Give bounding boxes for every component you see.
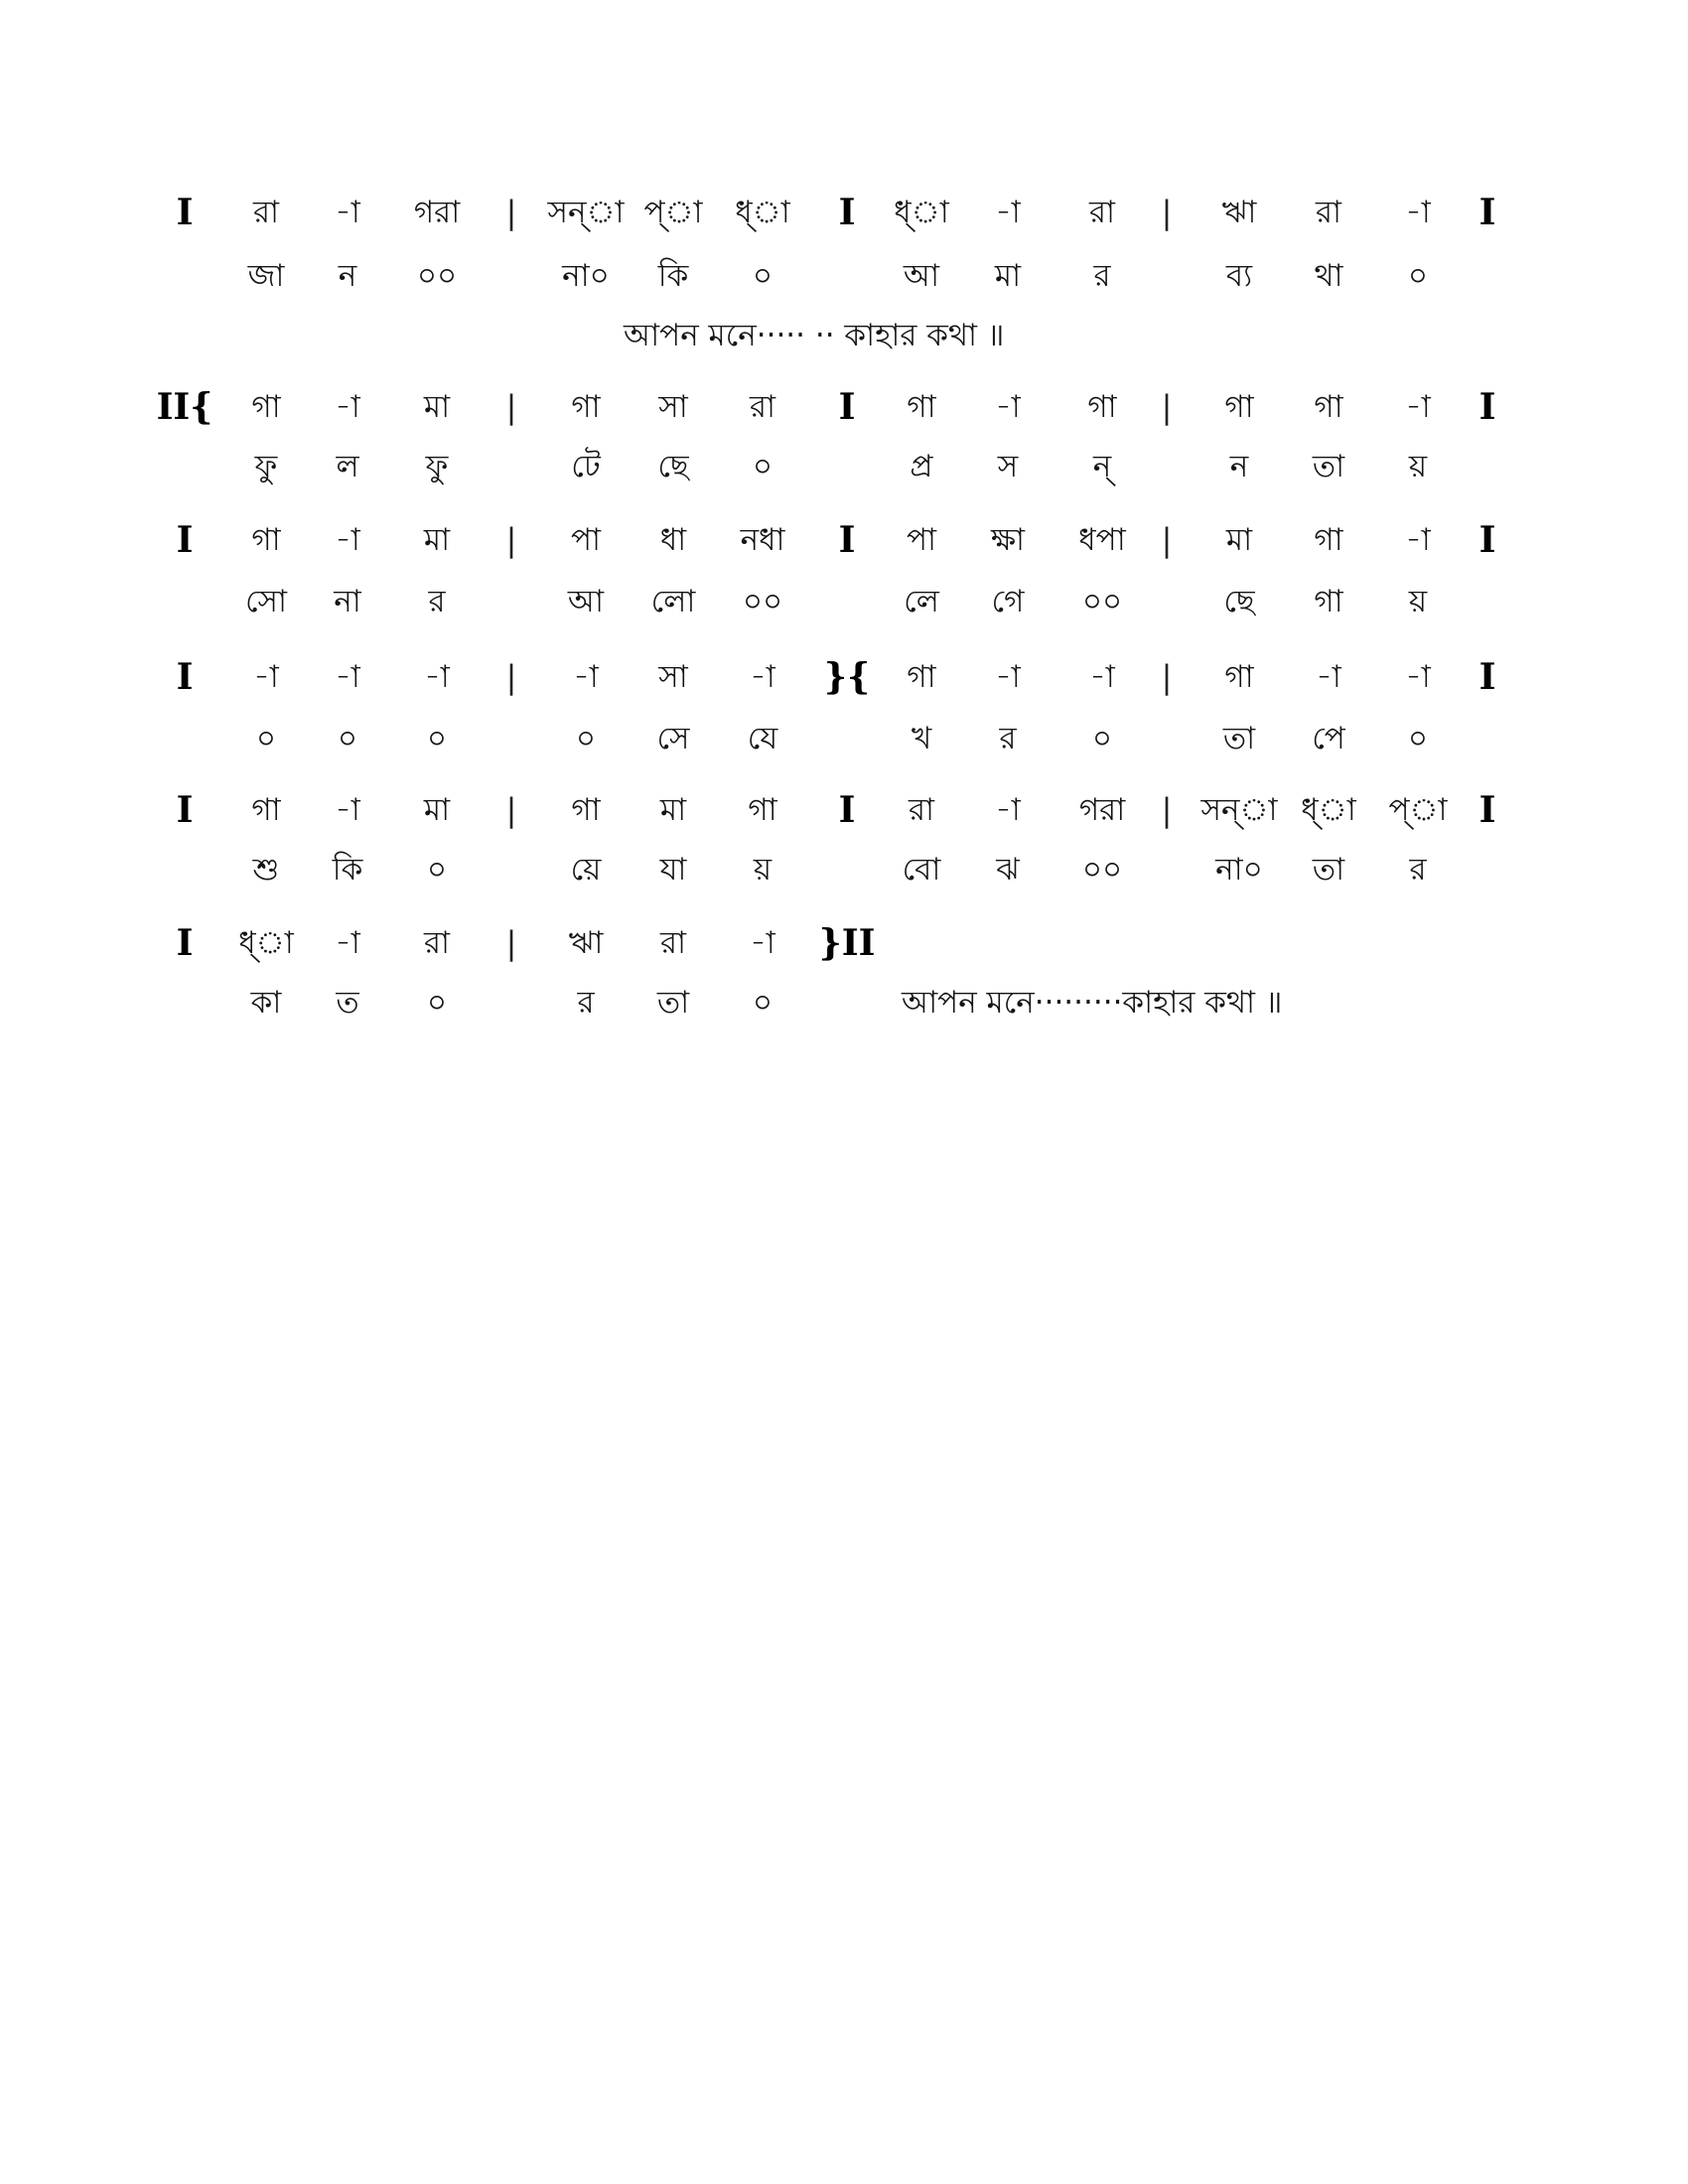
lyric-syllable: ০ — [1091, 721, 1113, 756]
lyric-syllable: শু — [252, 852, 280, 887]
measure-mark: I — [176, 789, 194, 831]
lyric-syllable: ন্ — [1092, 449, 1112, 484]
lyric-syllable: সে — [656, 721, 690, 756]
measure-mark: }{ — [823, 656, 871, 698]
measure-mark: I — [176, 656, 194, 698]
lyric-syllable: ০ — [1407, 721, 1429, 756]
swara-row — [0, 917, 1688, 969]
measure-mark: I — [176, 519, 194, 561]
swara-row — [0, 651, 1688, 703]
swara-note: রা — [659, 925, 687, 961]
swara-row — [0, 514, 1688, 566]
swara-note: রা — [1088, 195, 1116, 230]
lyric-syllable: ছে — [1223, 584, 1255, 619]
lyric-syllable: ০০ — [742, 584, 783, 619]
swara-note: -া — [335, 195, 360, 230]
swara-note: -া — [335, 522, 360, 558]
lyric-syllable: কি — [332, 852, 363, 887]
swara-note: প্া — [643, 195, 703, 230]
swara-note: -া — [335, 925, 360, 961]
beat-divider: | — [505, 521, 517, 559]
swara-note: -া — [253, 659, 279, 695]
measure-mark: I — [176, 922, 194, 964]
swara-note: -া — [1405, 659, 1431, 695]
measure-mark: I — [1478, 789, 1496, 831]
measure-mark: I — [1478, 192, 1496, 233]
swara-note: পা — [906, 522, 937, 558]
lyric-row — [0, 441, 1688, 492]
lyric-syllable: ০ — [752, 449, 774, 484]
lyric-syllable: ফু — [425, 449, 449, 484]
lyric-syllable: জা — [247, 258, 285, 294]
lyric-row — [0, 713, 1688, 764]
measure-mark: I — [838, 386, 856, 428]
lyric-syllable: কা — [250, 985, 282, 1021]
lyric-syllable: ০ — [337, 721, 358, 756]
refrain-line: আপন মনে····· ·· কাহার কথা ॥ — [624, 318, 1005, 353]
lyric-syllable: ০০ — [416, 258, 458, 294]
lyric-syllable: ত — [336, 985, 359, 1021]
measure-mark: }II — [818, 922, 876, 964]
lyric-syllable: সো — [244, 584, 288, 619]
swara-note: রা — [252, 195, 280, 230]
swara-note: ক্ষা — [990, 522, 1026, 558]
lyric-syllable: লে — [904, 584, 939, 619]
lyric-syllable: স — [997, 449, 1019, 484]
swara-note: গা — [907, 389, 936, 425]
lyric-syllable: আ — [903, 258, 940, 294]
swara-note: -া — [995, 195, 1021, 230]
beat-divider: | — [505, 791, 517, 829]
swara-note: রা — [908, 792, 935, 828]
swara-note: রা — [423, 925, 451, 961]
swara-note: -া — [1405, 195, 1431, 230]
lyric-syllable: কি — [657, 258, 689, 294]
measure-mark: I — [838, 789, 856, 831]
lyric-syllable: র — [1409, 852, 1427, 887]
lyric-syllable: র — [577, 985, 595, 1021]
swara-note: ধ্া — [1301, 792, 1356, 828]
lyric-syllable: ল — [336, 449, 359, 484]
lyric-syllable: র — [428, 584, 446, 619]
lyric-syllable: যা — [659, 852, 687, 887]
lyric-syllable: ০ — [752, 985, 774, 1021]
swara-note: গা — [748, 792, 777, 828]
swara-note: গা — [907, 659, 936, 695]
swara-note: ধা — [659, 522, 687, 558]
lyric-syllable: ব্য — [1225, 258, 1253, 294]
lyric-syllable: ০ — [426, 852, 448, 887]
swara-note: গা — [1087, 389, 1117, 425]
swara-note: গা — [1224, 389, 1254, 425]
beat-divider: | — [505, 924, 517, 962]
lyric-syllable: মা — [994, 258, 1022, 294]
swara-note: গা — [251, 792, 281, 828]
measure-mark: I — [1478, 386, 1496, 428]
lyric-syllable: ছে — [657, 449, 689, 484]
lyric-syllable: গা — [1314, 584, 1343, 619]
swara-note: গা — [251, 522, 281, 558]
lyric-syllable: তা — [656, 985, 690, 1021]
measure-mark: I — [1478, 656, 1496, 698]
swara-note: গা — [251, 389, 281, 425]
swara-note: গা — [1224, 659, 1254, 695]
lyric-syllable: ০ — [575, 721, 597, 756]
lyric-syllable: গে — [991, 584, 1025, 619]
swara-note: -া — [995, 389, 1021, 425]
lyric-syllable: লো — [650, 584, 696, 619]
swara-note: গা — [1314, 522, 1343, 558]
swara-note: -া — [1089, 659, 1115, 695]
measure-mark: I — [838, 192, 856, 233]
beat-divider: | — [505, 658, 517, 696]
swara-note: -া — [1405, 389, 1431, 425]
swara-note: -া — [335, 659, 360, 695]
swara-note: -া — [1405, 522, 1431, 558]
lyric-syllable: ০০ — [1081, 584, 1123, 619]
swara-note: গা — [571, 792, 601, 828]
swara-note: সন্া — [1200, 792, 1278, 828]
lyric-syllable: র — [1093, 258, 1111, 294]
lyric-syllable: ০০ — [1081, 852, 1123, 887]
lyric-syllable: থা — [1314, 258, 1343, 294]
swara-note: মা — [1225, 522, 1253, 558]
swara-note: -া — [424, 659, 450, 695]
measure-mark: II{ — [156, 386, 213, 428]
swara-note: -া — [750, 925, 775, 961]
lyric-row — [0, 250, 1688, 302]
lyric-syllable: আ — [567, 584, 605, 619]
swara-note: ধ্া — [735, 195, 790, 230]
swara-note: গরা — [413, 195, 461, 230]
lyric-syllable: ফু — [254, 449, 278, 484]
lyric-syllable: ন — [1229, 449, 1249, 484]
lyric-syllable: ঝ — [996, 852, 1020, 887]
lyric-syllable: য় — [753, 852, 773, 887]
lyric-row — [0, 844, 1688, 895]
lyric-syllable: খ — [911, 721, 932, 756]
swara-note: ধ্া — [894, 195, 949, 230]
lyric-syllable: টে — [571, 449, 601, 484]
swara-note: সন্া — [547, 195, 625, 230]
swara-note: মা — [423, 792, 451, 828]
beat-divider: | — [1161, 658, 1173, 696]
swara-note: -া — [995, 792, 1021, 828]
swara-note: পা — [570, 522, 602, 558]
swara-note: -া — [995, 659, 1021, 695]
swara-note: গরা — [1078, 792, 1126, 828]
measure-mark: I — [176, 192, 194, 233]
swara-note: ঋা — [568, 925, 604, 961]
lyric-syllable: না — [334, 584, 361, 619]
lyric-syllable: ০ — [426, 985, 448, 1021]
lyric-syllable: ০ — [255, 721, 277, 756]
lyric-row — [0, 576, 1688, 627]
beat-divider: | — [505, 194, 517, 231]
beat-divider: | — [1161, 388, 1173, 426]
beat-divider: | — [1161, 521, 1173, 559]
lyric-syllable: বো — [902, 852, 941, 887]
swara-note: সা — [658, 659, 688, 695]
swara-note: রা — [749, 389, 776, 425]
swara-note: ধপা — [1078, 522, 1126, 558]
swara-note: নধা — [740, 522, 785, 558]
swara-note: ধ্া — [238, 925, 294, 961]
lyric-syllable: য়ে — [570, 852, 602, 887]
lyric-syllable: য় — [1408, 584, 1428, 619]
swara-note: গা — [1314, 389, 1343, 425]
swara-note: -া — [1316, 659, 1341, 695]
lyric-syllable: তা — [1312, 449, 1345, 484]
lyric-syllable: ০ — [1407, 258, 1429, 294]
measure-mark: I — [1478, 519, 1496, 561]
lyric-syllable: পে — [1312, 721, 1345, 756]
lyric-syllable: না০ — [1215, 852, 1263, 887]
swara-note: -া — [335, 389, 360, 425]
swara-note: মা — [659, 792, 687, 828]
lyric-syllable: প্র — [910, 449, 933, 484]
lyric-syllable: ০ — [752, 258, 774, 294]
measure-mark: I — [838, 519, 856, 561]
lyric-syllable: যে — [747, 721, 778, 756]
beat-divider: | — [1161, 194, 1173, 231]
swara-note: ঋা — [1221, 195, 1257, 230]
swara-note: -া — [750, 659, 775, 695]
swara-note: মা — [423, 389, 451, 425]
swara-note: প্া — [1388, 792, 1448, 828]
swara-note: -া — [335, 792, 360, 828]
swara-note: -া — [573, 659, 599, 695]
swara-note: গা — [571, 389, 601, 425]
beat-divider: | — [1161, 791, 1173, 829]
swara-row — [0, 784, 1688, 836]
lyric-syllable: ০ — [426, 721, 448, 756]
refrain-line: আপন মনে·········কাহার কথা ॥ — [902, 985, 1283, 1021]
lyric-syllable: য় — [1408, 449, 1428, 484]
lyric-syllable: র — [999, 721, 1017, 756]
swara-row — [0, 187, 1688, 238]
lyric-row — [0, 977, 1688, 1028]
beat-divider: | — [505, 388, 517, 426]
lyric-syllable: তা — [1312, 852, 1345, 887]
swara-note: মা — [423, 522, 451, 558]
swara-row — [0, 381, 1688, 433]
lyric-syllable: তা — [1222, 721, 1256, 756]
lyric-syllable: না০ — [562, 258, 610, 294]
swara-note: রা — [1315, 195, 1342, 230]
swara-note: সা — [658, 389, 688, 425]
lyric-syllable: ন — [338, 258, 357, 294]
